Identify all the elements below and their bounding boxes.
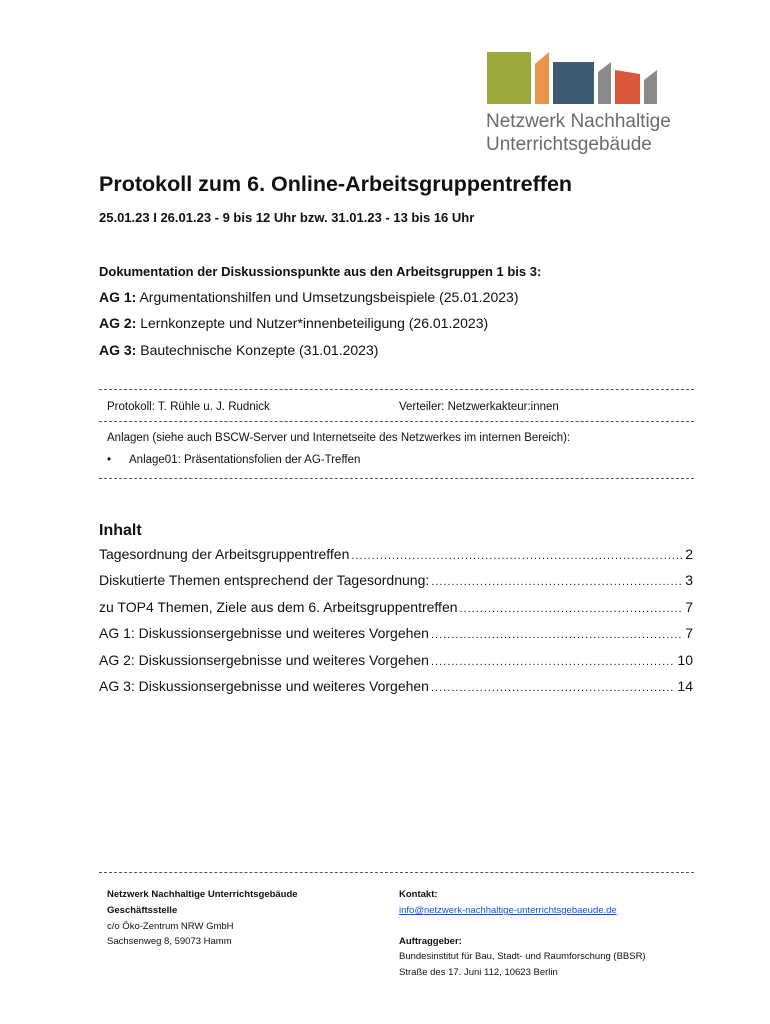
logo-mark <box>487 50 659 104</box>
toc-entry-page: 3 <box>685 572 693 588</box>
toc-entry[interactable] <box>99 546 693 562</box>
toc-leader <box>460 603 684 615</box>
toc-entry-page: 10 <box>677 652 693 668</box>
footer-divider <box>99 872 694 873</box>
logo-block-gray-1 <box>598 62 611 104</box>
logo-text-line2: Unterrichtsgebäude <box>486 134 652 155</box>
ag-line <box>99 342 378 358</box>
ag-label: AG 1: <box>99 289 137 305</box>
logo-block-orange <box>535 52 549 104</box>
divider <box>99 389 694 390</box>
ag-line <box>99 315 488 331</box>
ag-line <box>99 289 518 305</box>
toc-leader <box>351 550 683 562</box>
document-subtitle: 25.01.23 I 26.01.23 - 9 bis 12 Uhr bzw. 31.01.23 - 13 bis 16 Uhr <box>99 210 475 225</box>
toc-entry-title: Diskutierte Themen entsprechend der Tagesordnung: <box>99 572 430 588</box>
toc-heading: Inhalt <box>99 522 142 539</box>
footer-org: Netzwerk Nachhaltige Unterrichtsgebäude <box>107 889 298 900</box>
footer-contact-label: Kontakt: <box>399 889 438 900</box>
toc-entry[interactable] <box>99 599 693 615</box>
footer-email-link[interactable]: info@netzwerk-nachhaltige-unterrichtsgebaeude.de <box>399 905 617 916</box>
footer-co: c/o Öko-Zentrum NRW GmbH <box>107 921 234 932</box>
footer-address: Sachsenweg 8, 59073 Hamm <box>107 936 232 947</box>
documentation-heading: Dokumentation der Diskussionspunkte aus den Arbeitsgruppen 1 bis 3: <box>99 264 542 279</box>
footer-client-label: Auftraggeber: <box>399 936 462 947</box>
attachment-item: Anlage01: Präsentationsfolien der AG-Treffen <box>129 454 361 466</box>
toc-entry-page: 7 <box>685 625 693 641</box>
toc-entry-page: 7 <box>685 599 693 615</box>
divider <box>99 421 694 422</box>
logo-block-blue <box>553 62 594 104</box>
toc-leader <box>431 682 675 694</box>
logo-block-gray-2 <box>644 70 657 104</box>
toc-entry[interactable] <box>99 572 693 588</box>
toc-entry-title: AG 2: Diskussionsergebnisse und weiteres Vorgehen <box>99 652 429 668</box>
logo-block-green <box>487 52 531 104</box>
toc-leader <box>431 629 683 641</box>
toc-entry-title: AG 1: Diskussionsergebnisse und weiteres Vorgehen <box>99 625 429 641</box>
protokoll-authors: Protokoll: T. Rühle u. J. Rudnick <box>107 401 270 413</box>
logo-block-red <box>615 70 640 104</box>
ag-text: Bautechnische Konzepte (31.01.2023) <box>140 342 379 358</box>
toc-entry-title: zu TOP4 Themen, Ziele aus dem 6. Arbeitsgruppentreffen <box>99 599 458 615</box>
anlagen-text: Anlagen (siehe auch BSCW-Server und Internetseite des Netzwerkes im internen Bereich): <box>107 432 571 444</box>
ag-label: AG 2: <box>99 315 137 331</box>
toc-entry-page: 14 <box>677 678 693 694</box>
verteiler: Verteiler: Netzwerkakteur:innen <box>399 401 559 413</box>
bullet: • <box>107 454 112 466</box>
ag-label: AG 3: <box>99 342 137 358</box>
toc-entry[interactable] <box>99 678 693 694</box>
footer-client-address: Straße des 17. Juni 112, 10623 Berlin <box>399 967 558 978</box>
toc-leader <box>431 656 675 668</box>
ag-text: Lernkonzepte und Nutzer*innenbeteiligung (26.01.2023) <box>140 315 489 331</box>
footer-client: Bundesinstitut für Bau, Stadt- und Raumforschung (BBSR) <box>399 951 646 962</box>
toc-entry[interactable] <box>99 652 693 668</box>
toc-leader <box>431 576 683 588</box>
footer-office: Geschäftsstelle <box>107 905 178 916</box>
document-title: Protokoll zum 6. Online-Arbeitsgruppentreffen <box>99 172 573 196</box>
divider <box>99 478 694 479</box>
logo-text-line1: Netzwerk Nachhaltige <box>486 111 671 132</box>
toc-entry[interactable] <box>99 625 693 641</box>
ag-text: Argumentationshilfen und Umsetzungsbeispiele (25.01.2023) <box>139 289 519 305</box>
toc-entry-title: Tagesordnung der Arbeitsgruppentreffen <box>99 546 350 562</box>
toc-entry-title: AG 3: Diskussionsergebnisse und weiteres Vorgehen <box>99 678 429 694</box>
toc-entry-page: 2 <box>685 546 693 562</box>
